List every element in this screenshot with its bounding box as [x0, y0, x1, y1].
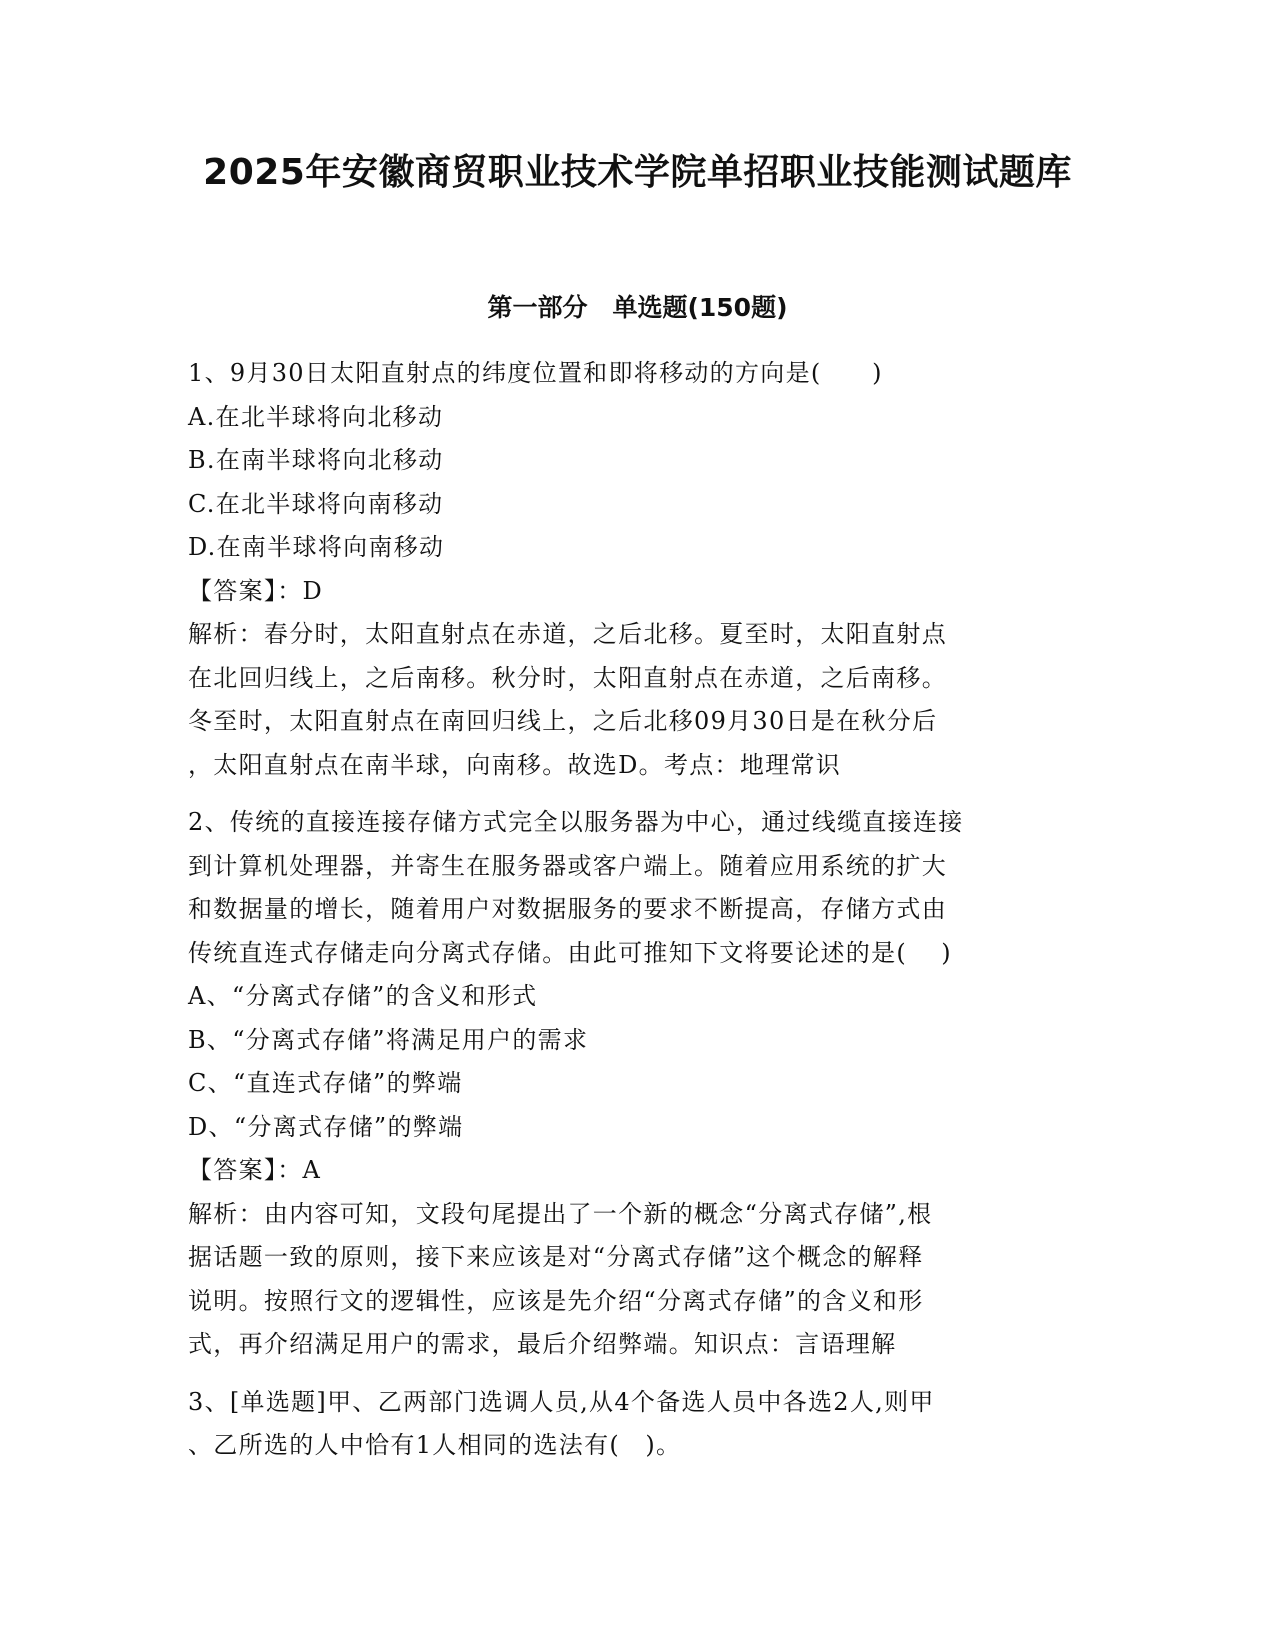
question-3 — [188, 1381, 1088, 1468]
document-title: 2025年安徽商贸职业技术学院单招职业技能测试题库 — [203, 152, 1072, 193]
question-stem-line: 传统直连式存储走向分离式存储。由此可推知下文将要论述的是( ) — [188, 938, 952, 967]
answer: 【答案】：D — [188, 576, 324, 605]
option-d: D、“分离式存储”的弊端 — [188, 1112, 464, 1141]
question-stem-line: 到计算机处理器，并寄生在服务器或客户端上。随着应用系统的扩大 — [188, 851, 947, 880]
analysis-line: 冬至时，太阳直射点在南回归线上，之后北移09月30日是在秋分后 — [188, 707, 938, 735]
option-a: A.在北半球将向北移动 — [188, 402, 444, 431]
question-stem-line: 3、[单选题]甲、乙两部门选调人员,从4个备选人员中各选2人,则甲 — [188, 1387, 935, 1416]
answer: 【答案】：A — [188, 1156, 322, 1184]
option-b: B.在南半球将向北移动 — [188, 446, 444, 474]
question-stem-line: 和数据量的增长，随着用户对数据服务的要求不断提高，存储方式由 — [188, 895, 947, 923]
analysis-line: 解析：由内容可知，文段句尾提出了一个新的概念“分离式存储”,根 — [188, 1199, 933, 1228]
question-stem-line: 1、9月30日太阳直射点的纬度位置和即将移动的方向是( ) — [188, 359, 883, 387]
option-c: C.在北半球将向南移动 — [188, 489, 444, 518]
analysis-line: 在北回归线上，之后南移。秋分时，太阳直射点在赤道，之后南移。 — [188, 663, 947, 692]
option-d: D.在南半球将向南移动 — [188, 533, 445, 561]
analysis-line: ，太阳直射点在南半球，向南移。故选D。考点：地理常识 — [188, 750, 842, 779]
document-body — [188, 352, 1088, 1482]
analysis-line: 说明。按照行文的逻辑性，应该是先介绍“分离式存储”的含义和形 — [188, 1286, 924, 1315]
question-2 — [188, 801, 1088, 1367]
option-b: B、“分离式存储”将满足用户的需求 — [188, 1025, 589, 1054]
analysis-line: 据话题一致的原则，接下来应该是对“分离式存储”这个概念的解释 — [188, 1243, 924, 1271]
question-stem-line: 2、传统的直接连接存储方式完全以服务器为中心，通过线缆直接连接 — [188, 808, 964, 836]
section-title: 第一部分 单选题(150题) — [487, 293, 788, 322]
option-a: A、“分离式存储”的含义和形式 — [188, 982, 538, 1010]
analysis-line: 解析：春分时，太阳直射点在赤道，之后北移。夏至时，太阳直射点 — [188, 620, 947, 648]
question-1 — [188, 352, 1088, 787]
question-stem-line: 、乙所选的人中恰有1人相同的选法有( )。 — [188, 1431, 682, 1459]
analysis-line: 式，再介绍满足用户的需求，最后介绍弊端。知识点：言语理解 — [188, 1330, 897, 1358]
option-c: C、“直连式存储”的弊端 — [188, 1069, 463, 1097]
